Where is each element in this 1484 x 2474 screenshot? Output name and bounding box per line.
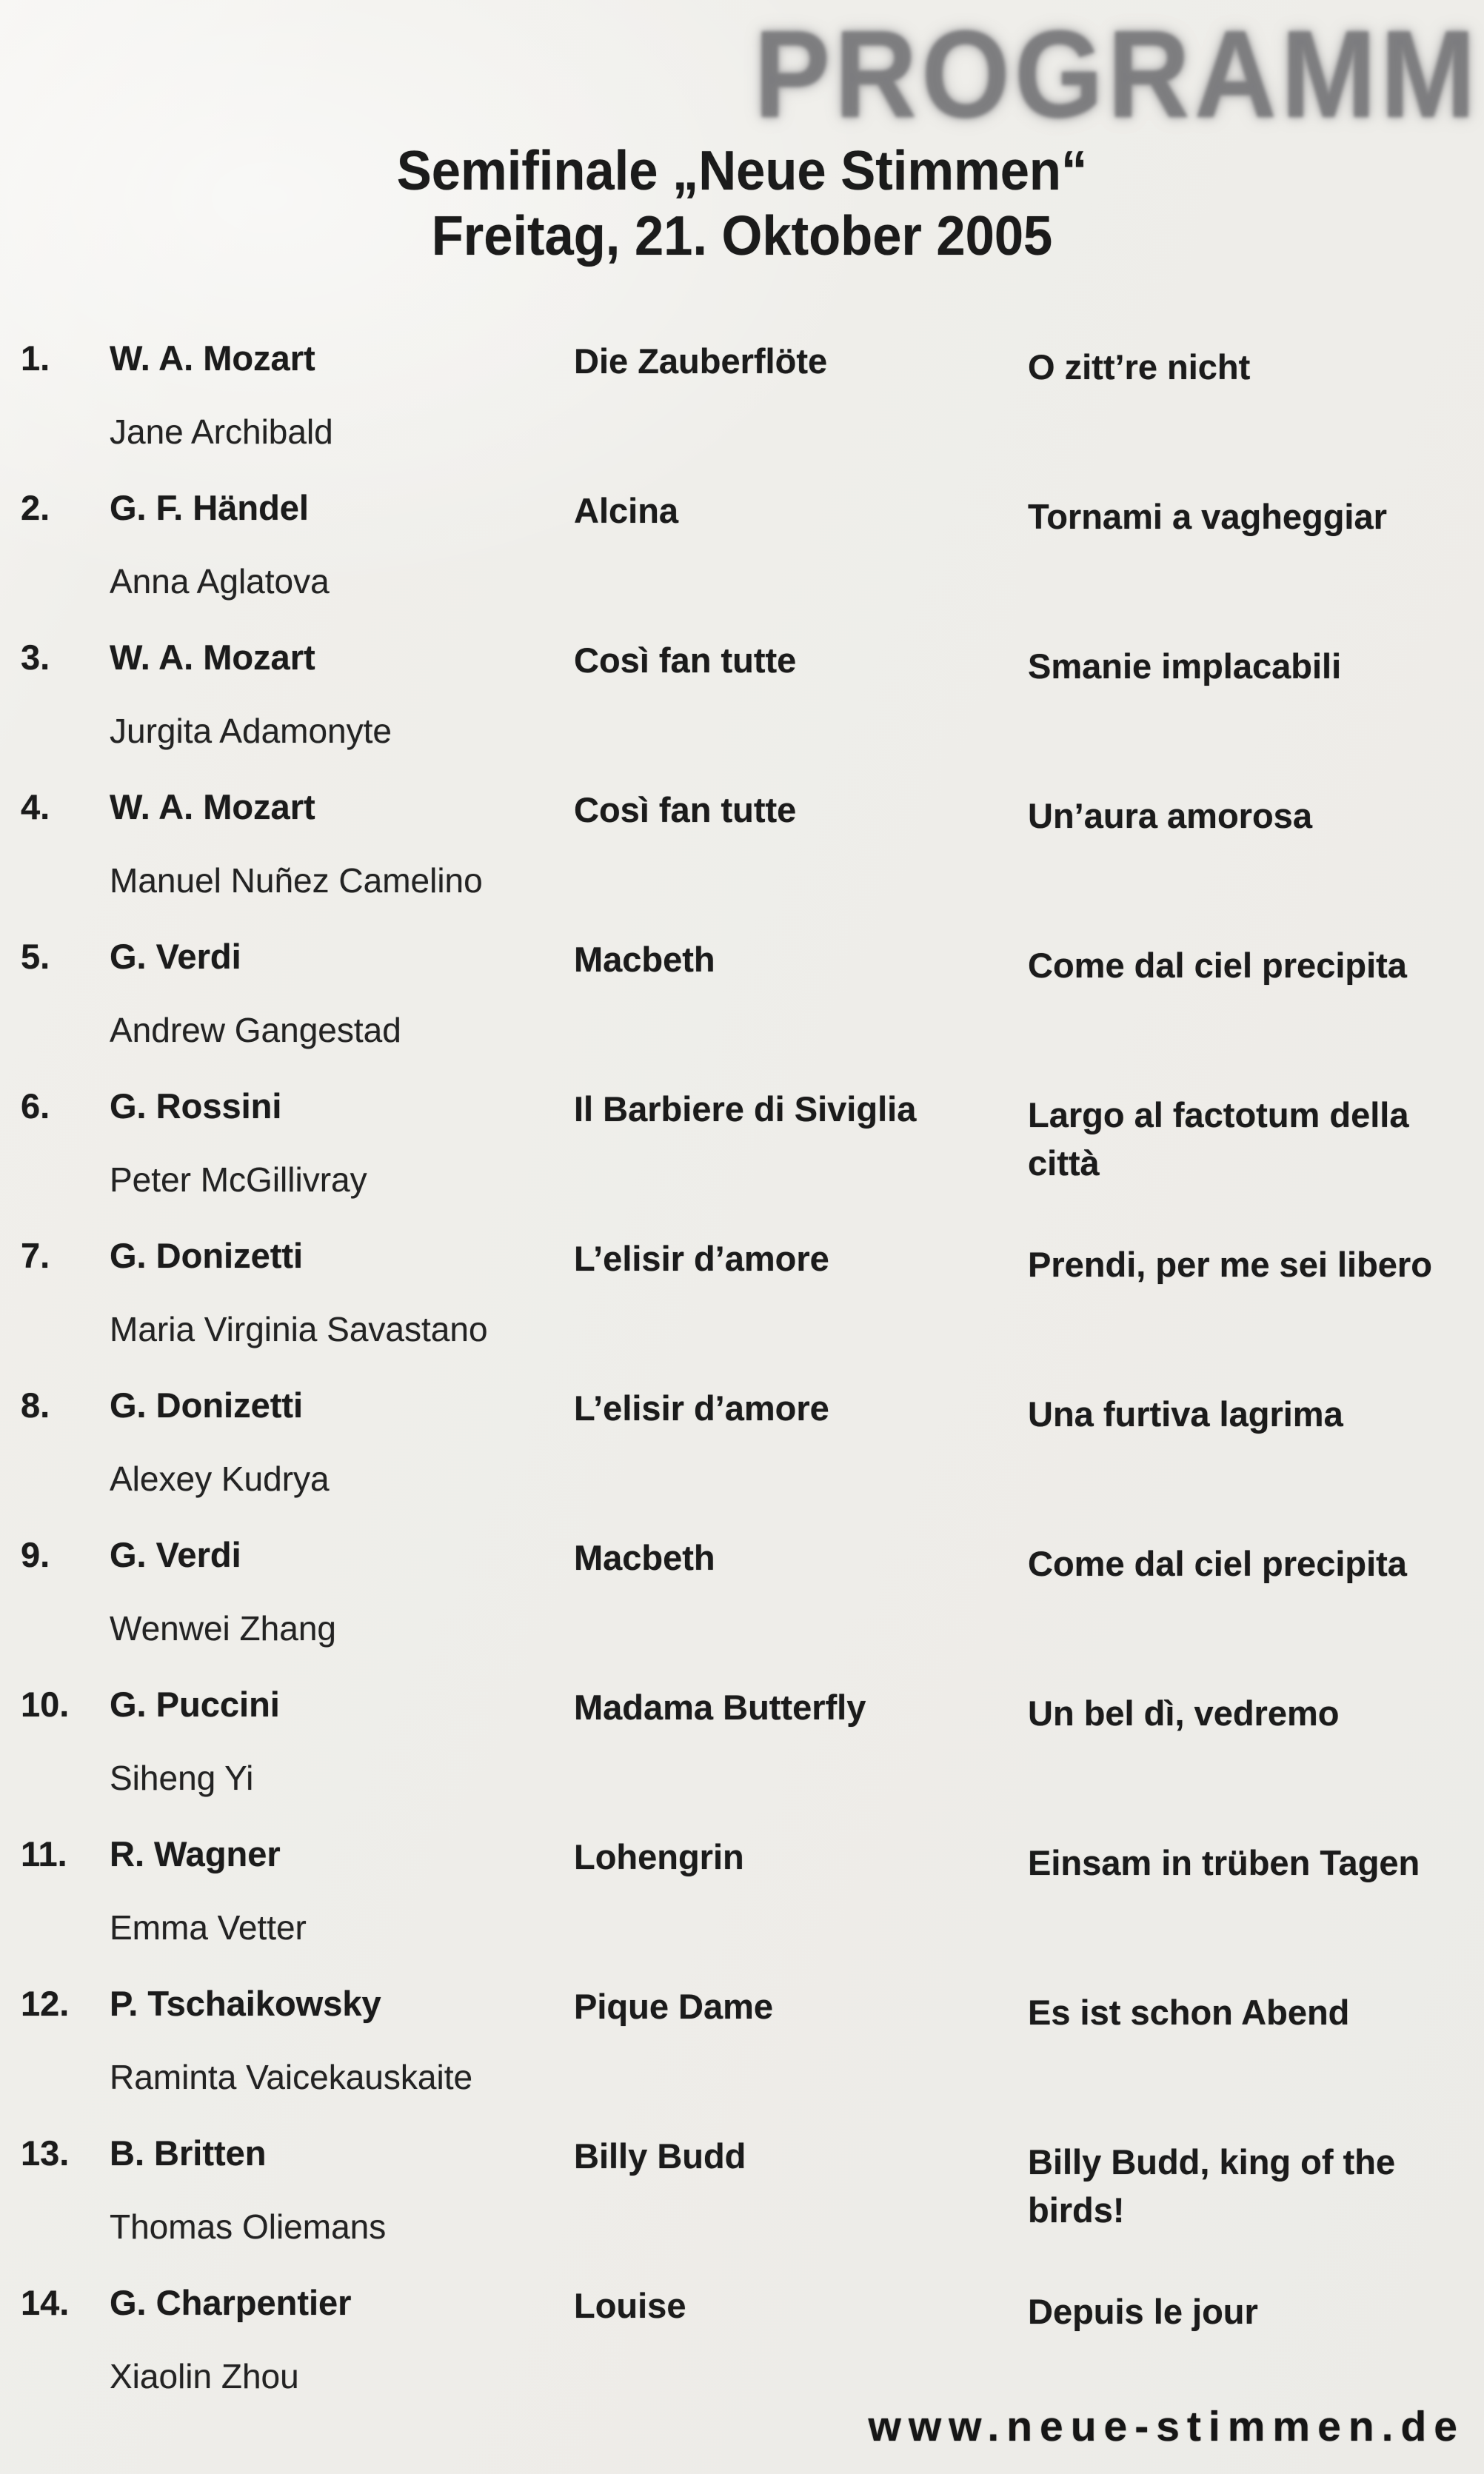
opera-title: Macbeth (574, 940, 715, 979)
singer-name: Siheng Yi (110, 1759, 254, 1797)
aria-title: Come dal ciel precipita (1028, 1544, 1407, 1583)
programm-watermark: PROGRAMM (753, 4, 1480, 144)
program-entry (0, 337, 1484, 487)
entry-number: 2. (21, 488, 50, 527)
entry-number: 7. (21, 1236, 50, 1275)
program-entry (0, 1085, 1484, 1234)
composer-name: G. Rossini (110, 1086, 282, 1126)
aria-title: Largo al factotum della città (1028, 1095, 1409, 1183)
entry-number: 14. (21, 2283, 70, 2322)
composer-name: G. Donizetti (110, 1236, 304, 1275)
opera-title: Macbeth (574, 1538, 715, 1577)
opera-title: Alcina (574, 491, 679, 530)
opera-title: Il Barbiere di Siviglia (574, 1089, 917, 1129)
composer-name: B. Britten (110, 2133, 267, 2173)
opera-title: Madama Butterfly (574, 1688, 866, 1727)
aria-title: Smanie implacabili (1028, 646, 1342, 686)
singer-name: Emma Vetter (110, 1908, 307, 1947)
entry-number: 6. (21, 1086, 50, 1126)
composer-name: W. A. Mozart (110, 638, 315, 677)
entry-number: 12. (21, 1984, 70, 2023)
composer-name: P. Tschaikowsky (110, 1984, 381, 2023)
program-entry (0, 487, 1484, 636)
entry-number: 13. (21, 2133, 70, 2173)
entry-number: 8. (21, 1385, 50, 1425)
opera-title: Così fan tutte (574, 641, 797, 680)
program-entry (0, 1683, 1484, 1833)
page-date: Freitag, 21. Oktober 2005 (431, 204, 1053, 267)
composer-name: G. Charpentier (110, 2283, 352, 2322)
entry-number: 9. (21, 1535, 50, 1574)
singer-name: Jane Archibald (110, 412, 333, 451)
opera-title: Billy Budd (574, 2136, 746, 2176)
aria-title: O zitt’re nicht (1028, 347, 1251, 387)
entry-number: 5. (21, 937, 50, 976)
aria-title: Una furtiva lagrima (1028, 1394, 1343, 1434)
opera-title: Die Zauberflöte (574, 341, 828, 381)
composer-name: R. Wagner (110, 1834, 281, 1873)
singer-name: Andrew Gangestad (110, 1011, 401, 1049)
composer-name: W. A. Mozart (110, 338, 315, 378)
singer-name: Maria Virginia Savastano (110, 1310, 488, 1348)
program-entry (0, 935, 1484, 1085)
website-url: www.neue-stimmen.de (868, 2403, 1465, 2450)
opera-title: L’elisir d’amore (574, 1239, 829, 1278)
singer-name: Alexey Kudrya (110, 1460, 330, 1498)
entry-number: 1. (21, 338, 50, 378)
program-entry (0, 636, 1484, 786)
aria-title: Es ist schon Abend (1028, 1993, 1350, 2032)
opera-title: Pique Dame (574, 1987, 774, 2026)
composer-name: G. Verdi (110, 937, 241, 976)
opera-title: Lohengrin (574, 1837, 744, 1876)
aria-title: Come dal ciel precipita (1028, 946, 1407, 985)
singer-name: Xiaolin Zhou (110, 2357, 299, 2396)
composer-name: G. Verdi (110, 1535, 241, 1574)
entry-number: 11. (21, 1834, 67, 1873)
singer-name: Manuel Nuñez Camelino (110, 861, 483, 900)
aria-title: Depuis le jour (1028, 2292, 1258, 2331)
singer-name: Thomas Oliemans (110, 2207, 387, 2246)
program-entry (0, 1982, 1484, 2132)
opera-title: Louise (574, 2286, 686, 2325)
singer-name: Raminta Vaicekauskaite (110, 2058, 473, 2096)
entry-number: 3. (21, 638, 50, 677)
program-entry (0, 1833, 1484, 1982)
composer-name: G. Puccini (110, 1685, 280, 1724)
singer-name: Wenwei Zhang (110, 1609, 336, 1648)
entry-number: 10. (21, 1685, 70, 1724)
page-title: Semifinale „Neue Stimmen“ (396, 139, 1088, 201)
program-entry (0, 1234, 1484, 1384)
aria-title: Einsam in trüben Tagen (1028, 1843, 1420, 1882)
opera-title: Così fan tutte (574, 790, 797, 829)
aria-title: Un’aura amorosa (1028, 796, 1312, 835)
opera-title: L’elisir d’amore (574, 1388, 829, 1428)
singer-name: Jurgita Adamonyte (110, 712, 392, 750)
composer-name: W. A. Mozart (110, 787, 315, 826)
program-entry (0, 2132, 1484, 2281)
program-entry (0, 1384, 1484, 1534)
aria-title: Un bel dì, vedremo (1028, 1694, 1340, 1733)
singer-name: Anna Aglatova (110, 562, 330, 601)
aria-title: Billy Budd, king of the birds! (1028, 2142, 1396, 2230)
program-entry (0, 786, 1484, 935)
aria-title: Tornami a vagheggiar (1028, 497, 1387, 536)
program-entry (0, 1534, 1484, 1683)
singer-name: Peter McGillivray (110, 1160, 367, 1199)
entry-number: 4. (21, 787, 50, 826)
aria-title: Prendi, per me sei libero (1028, 1245, 1432, 1284)
composer-name: G. F. Händel (110, 488, 309, 527)
composer-name: G. Donizetti (110, 1385, 304, 1425)
